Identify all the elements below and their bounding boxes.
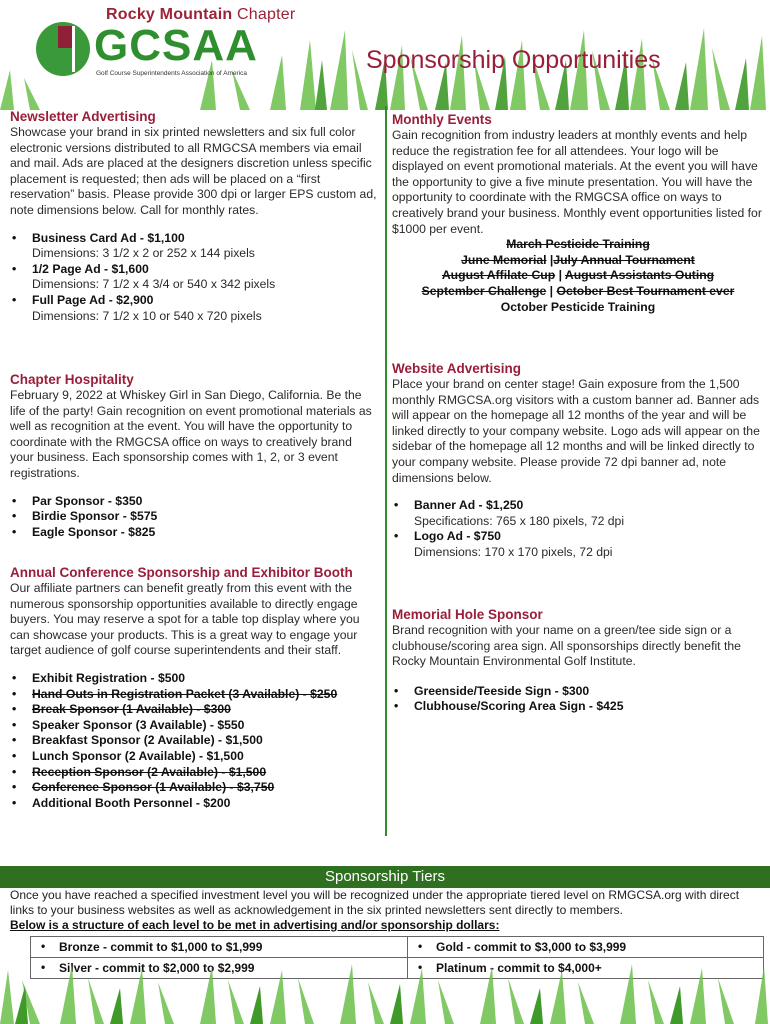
hospitality-section [10,371,378,540]
section-text: February 9, 2022 at Whiskey Girl in San Diego, California. Be the life of the party! Gain recognition on event promotional materials as well as recognition at the event. You will have the opportunity to coordinate with the RMGCSA office on ways to creatively brand your business. Each sponsorship comes with 1, 2, or 3 event registrations. [10,388,372,480]
tiers-title: Sponsorship Tiers [324,868,446,885]
section-text: Our affiliate partners can benefit greatly from this event with the numerous sponsorship opportunities available to directly engage buyers. You may reserve a spot for a table top display where you can showcase your products. This is a great way to engage your target audience of golf course superintendents and their staff. [10,581,360,658]
chapter-name-suffix: Chapter [237,6,296,23]
list-item: • Banner Ad - $1,250 Specifications: 765 x 180 pixels, 72 dpi [392,498,764,529]
org-tagline: Golf Course Superintendents Association of America [96,70,248,77]
event-item: October Pesticide Training [500,299,656,314]
flagpole-icon [72,26,75,72]
tiers-description [10,888,762,933]
list-item: • Clubhouse/Scoring Area Sign - $425 [392,699,764,715]
newsletter-section [10,108,378,324]
section-title: Newsletter Advertising [10,109,156,124]
list-item: • Business Card Ad - $1,100 Dimensions: 3 1/2 x 2 or 252 x 144 pixels [10,231,378,262]
tiers-structure-note: Below is a structure of each level to be met in advertising and/or sponsorship dollars: [10,918,500,932]
column-divider [385,106,387,836]
section-text: Place your brand on center stage! Gain exposure from the 1,500 monthly RMGCSA.org visitors with a custom banner ad. Banner ads will appear on the homepage all 12 months of the year and will be linked directly to your company website. Logo ads will appear on the sidebar of the homepage all 12 months and will be linked directly to your company website. Please provide 72 dpi banner ad, note dimensions below. [392,377,760,485]
event-item: September Challenge [421,283,547,298]
section-text: Brand recognition with your name on a green/tee side sign or a clubhouse/scoring area sign. All sponsorships directly benefit the Rocky Mountain Environmental Golf Institute. [392,623,741,669]
grass-footer-graphic [0,960,770,1024]
list-item: • Breakfast Sponsor (2 Available) - $1,500 [10,733,378,749]
section-text: Showcase your brand in six printed newsletters and six full color electronic versions distributed to all RMGCSA members via email and mail. Ads are placed at the designers discretion unless specific placement is requested; then ads will be placed on a “first reservation” basis. Please provide 300 dpi or larger EPS custom ad, note dimensions below. Call for monthly rates. [10,125,377,217]
conference-list [10,671,378,811]
list-item: • Reception Sponsor (2 Available) - $1,500 [10,765,378,781]
event-item: August Affilate Cup [441,268,556,283]
section-title: Monthly Events [392,112,492,127]
newsletter-list [10,231,378,325]
tiers-text: Once you have reached a specified investment level you will be recognized under the appropriate tiered level on RMGCSA.org with direct links to your business websites as well as acknowledgement in the six printed newsletters sent directly to members. [10,888,740,917]
section-title: Annual Conference Sponsorship and Exhibitor Booth [10,565,353,580]
event-row: September Challenge | October Best Tournament ever [421,283,735,298]
list-item: • Birdie Sponsor - $575 [10,509,378,525]
list-item: • 1/2 Page Ad - $1,600 Dimensions: 7 1/2 x 4 3/4 or 540 x 342 pixels [10,262,378,293]
section-text: Gain recognition from industry leaders at monthly events and help reduce the registration fee for all attendees. Your logo will be displayed on event promotional materials. At the event you will have the opportunity to give a five minute presentation. You will have the opportunity to coordinate with the RMGCSA office on ways to creatively brand your business. Monthly event opportunities listed for $1000 per event. [392,128,762,236]
page-title: Sponsorship Opportunities [366,46,661,74]
website-list [392,498,764,560]
tier-bronze: • Bronze - commit to $1,000 to $1,999 [31,937,408,958]
monthly-events-section [392,111,764,315]
list-item: • Break Sponsor (1 Available) - $300 [10,702,378,718]
section-title: Chapter Hospitality [10,372,134,387]
tier-gold: • Gold - commit to $3,000 to $3,999 [408,937,764,958]
event-list [392,237,764,315]
flag-icon [58,26,72,48]
list-item: • Eagle Sponsor - $825 [10,525,378,541]
list-item: • Logo Ad - $750 Dimensions: 170 x 170 pixels, 72 dpi [392,529,764,560]
event-row: August Affilate Cup | August Assistants Outing [441,268,715,283]
event-item: July Annual Tournament [553,252,695,267]
event-item: March Pesticide Training [506,237,650,252]
chapter-name-main: Rocky Mountain [106,6,233,23]
tier-platinum: • Platinum - commit to $4,000+ [408,958,764,979]
tier-silver: • Silver - commit to $2,000 to $2,999 [31,958,408,979]
list-item: • Conference Sponsor (1 Available) - $3,750 [10,780,378,796]
conference-section [10,564,378,811]
list-item: • Additional Booth Personnel - $200 [10,796,378,812]
org-wordmark: GCSAA [94,21,258,70]
memorial-list [392,684,764,715]
event-item: October Best Tournament ever [556,283,735,298]
list-item: • Full Page Ad - $2,900 Dimensions: 7 1/2 x 10 or 540 x 720 pixels [10,293,378,324]
list-item: • Par Sponsor - $350 [10,494,378,510]
event-row: June Memorial |July Annual Tournament [461,252,695,267]
section-title: Memorial Hole Sponsor [392,607,543,622]
hospitality-list [10,494,378,541]
list-item: • Exhibit Registration - $500 [10,671,378,687]
event-item: June Memorial [461,252,547,267]
section-title: Website Advertising [392,361,522,376]
list-item: • Lunch Sponsor (2 Available) - $1,500 [10,749,378,765]
list-item: • Greenside/Teeside Sign - $300 [392,684,764,700]
list-item: • Hand Outs in Registration Packet (3 Available) - $250 [10,687,378,703]
website-section [392,360,764,561]
event-item: August Assistants Outing [564,268,715,283]
memorial-section [392,606,764,715]
list-item: • Speaker Sponsor (3 Available) - $550 [10,718,378,734]
